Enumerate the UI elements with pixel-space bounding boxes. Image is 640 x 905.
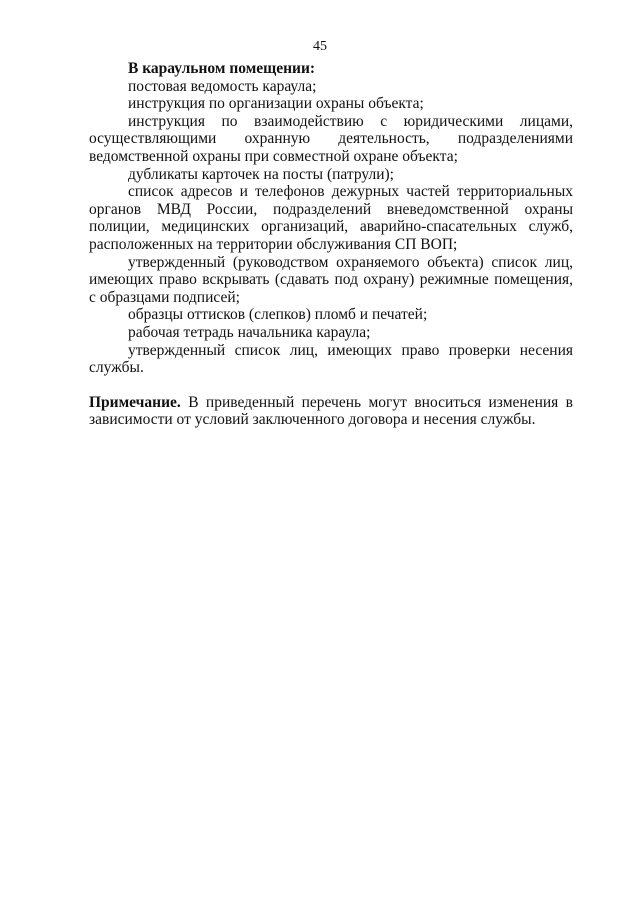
list-item: дубликаты карточек на посты (патрули); bbox=[128, 165, 394, 183]
list-item: инструкция по организации охраны объекта; bbox=[128, 95, 424, 113]
note-paragraph bbox=[89, 394, 573, 429]
list-item: утвержденный список лиц, имеющих право проверки несения службы. bbox=[89, 341, 573, 377]
list-item: утвержденный (руководством охраняемого объекта) список лиц, имеющих право вскрывать (сдавать под охрану) режимные помещения, с образцами подписей; bbox=[89, 253, 573, 306]
list-item: рабочая тетрадь начальника караула; bbox=[128, 323, 371, 341]
note-text: В приведенный перечень могут вноситься изменения в зависимости от условий заключенного договора и несения службы. bbox=[89, 393, 574, 429]
list-item: список адресов и телефонов дежурных частей территориальных органов МВД России, подразделений вневедомственной охраны полиции, медицинских организаций, аварийно-спасательных служб, расположенных на территории обслуживания СП ВОП; bbox=[89, 183, 573, 253]
document-body bbox=[89, 60, 573, 429]
note-label: Примечание. bbox=[89, 393, 181, 411]
page-number: 45 bbox=[313, 39, 327, 54]
list-item: инструкция по взаимодействию с юридическими лицами, осуществляющими охранную деятельность, подразделениями ведомственной охраны при совместной охране объекта; bbox=[89, 112, 573, 165]
list-item: постовая ведомость караула; bbox=[128, 77, 317, 95]
list-item: образцы оттисков (слепков) пломб и печатей; bbox=[128, 306, 428, 324]
section-heading: В караульном помещении: bbox=[128, 60, 316, 77]
